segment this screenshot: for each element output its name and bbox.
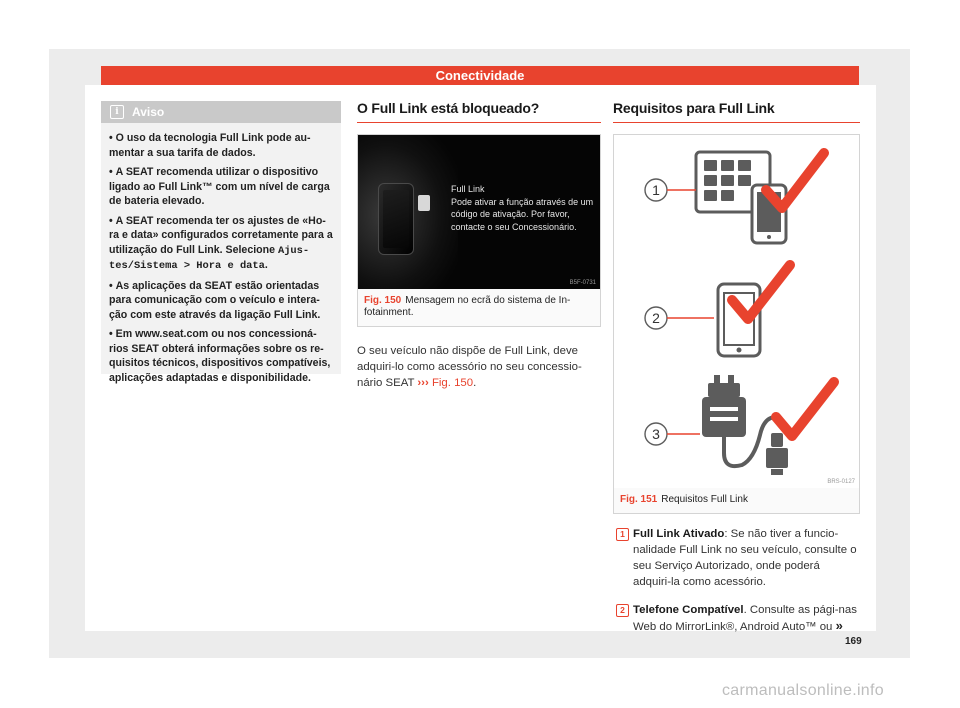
- section-title: Requisitos para Full Link: [613, 96, 860, 123]
- chapter-header: Conectividade: [101, 66, 859, 85]
- requirement-text: . Consulte as pági-nas Web do MirrorLink®, Android Auto™ ou: [633, 604, 857, 633]
- callout-1: 1: [652, 182, 660, 198]
- smartphone-icon: [718, 284, 760, 356]
- requirement-item: [613, 602, 860, 635]
- requirement-label: Telefone Compatível: [633, 604, 744, 616]
- figure-caption: [358, 289, 600, 326]
- figure-reference-link[interactable]: [417, 377, 473, 389]
- usb-cable-icon: [702, 375, 788, 475]
- smartphone-icon: [378, 183, 414, 255]
- figure-151: [613, 134, 860, 514]
- warning-item: • Em www.seat.com ou nos concessioná-rios SEAT obterá informações sobre os re-quisitos técnicos, dispositivos compatíveis, aplicações adaptadas e disponibilidade.: [109, 327, 333, 385]
- continue-arrow-icon: »: [835, 618, 843, 633]
- screen-title: Full Link: [451, 184, 485, 194]
- usb-icon: [418, 195, 430, 211]
- requirement-number: 2: [616, 604, 629, 617]
- infotainment-screen: [358, 135, 600, 289]
- requirement-text: : Se não tiver a funcio-nalidade Full Link no seu veículo, consulte o seu Serviço Autorizado, onde poderá adquiri-la como acessório.: [633, 528, 857, 588]
- caption-text: Requisitos Full Link: [661, 494, 748, 505]
- footer-watermark: carmanualsonline.info: [722, 682, 884, 699]
- requirements-illustration-svg: [614, 135, 859, 488]
- warning-header: [101, 101, 341, 123]
- callout-3: 3: [652, 426, 660, 442]
- requirement-label: Full Link Ativado: [633, 528, 725, 540]
- menu-path: Ajus-tes/Sistema > Hora e data: [109, 244, 310, 272]
- paragraph-text: O seu veículo não dispõe de Full Link, deve adquiri-lo como acessório no seu concessio-nário SEAT: [357, 345, 582, 389]
- page-number: 169: [845, 636, 862, 647]
- warning-title: Aviso: [132, 105, 165, 119]
- body-paragraph: [357, 343, 601, 391]
- warning-item: • O uso da tecnologia Full Link pode au-mentar a sua tarifa de dados.: [109, 131, 333, 160]
- figure-number: Fig. 151: [620, 494, 658, 505]
- warning-list: [101, 123, 341, 385]
- caption-text: Mensagem no ecrã do sistema de In-fotainment.: [364, 295, 571, 318]
- screen-body: Pode ativar a função através de um código de ativação. Por favor, contacte o seu Concessionário.: [451, 196, 594, 232]
- figure-150: [357, 134, 601, 327]
- checkmark-icon: [766, 153, 824, 208]
- figure-number: Fig. 150: [364, 295, 402, 306]
- figure-reference-label: Fig. 150: [431, 377, 474, 389]
- section-locked: [357, 96, 601, 391]
- callout-2: 2: [652, 310, 660, 326]
- screen-message: [451, 183, 600, 233]
- chevron-right-icon: ›››: [417, 377, 429, 389]
- info-icon: i: [110, 105, 124, 119]
- requirements-illustration: [614, 135, 859, 488]
- figure-caption: [614, 488, 859, 513]
- warning-item-text: A SEAT recomenda ter os ajustes de «Ho-ra e data» configurados corretamente para a utilização do Full Link. Selecione: [109, 214, 333, 256]
- warning-item-end: .: [264, 259, 268, 271]
- warning-box: [101, 101, 341, 384]
- paragraph-end: .: [473, 377, 477, 389]
- section-requirements: [613, 96, 860, 635]
- checkmark-icon: [776, 382, 834, 436]
- warning-item: [109, 214, 333, 274]
- figure-code: B5F-0731: [569, 280, 596, 286]
- figure-code: BRS-0127: [827, 479, 855, 485]
- section-title: O Full Link está bloqueado?: [357, 96, 601, 123]
- requirement-item: [613, 526, 860, 590]
- requirement-number: 1: [616, 528, 629, 541]
- warning-item: • A SEAT recomenda utilizar o dispositivo ligado ao Full Link™ com um nível de carga de bateria elevado.: [109, 165, 333, 209]
- warning-item: • As aplicações da SEAT estão orientadas para comunicação com o veículo e intera-ção com este através da ligação Full Link.: [109, 279, 333, 323]
